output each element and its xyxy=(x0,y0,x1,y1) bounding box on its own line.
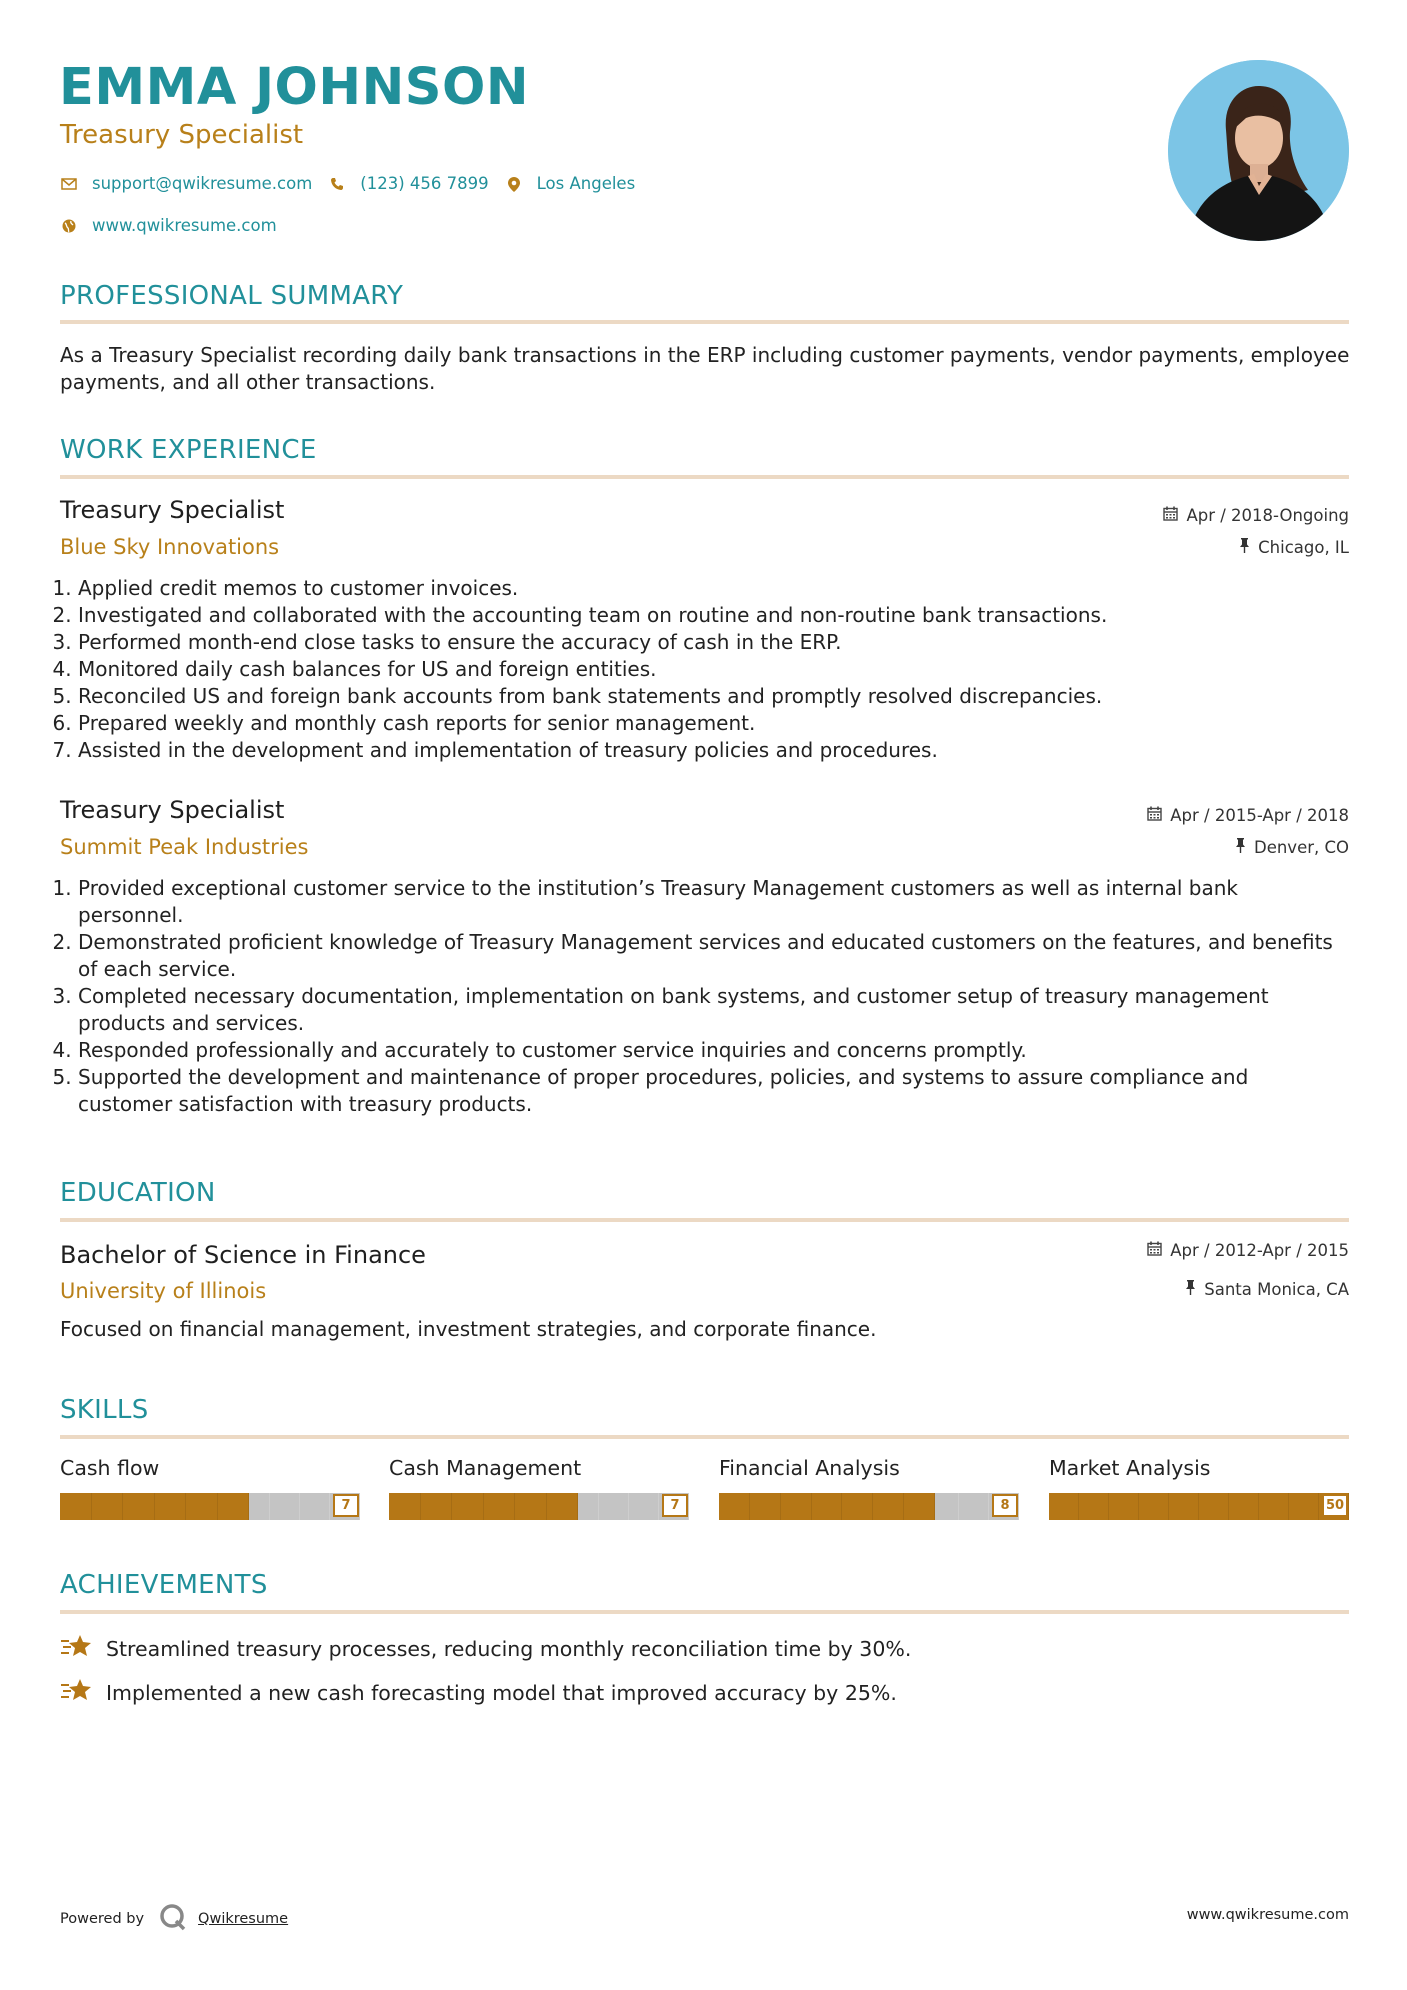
pin-icon xyxy=(1185,1280,1196,1299)
skill-bar-fill-segment xyxy=(1139,1493,1169,1520)
globe-icon xyxy=(58,216,80,236)
skill-bar-fill-segment xyxy=(904,1493,935,1520)
skill-bar-segment xyxy=(629,1493,659,1520)
job-location xyxy=(1239,538,1349,557)
calendar-icon xyxy=(1163,506,1178,525)
skill-bar-fill-segment xyxy=(842,1493,873,1520)
skill-bar xyxy=(1049,1493,1349,1520)
skill-level-badge: 7 xyxy=(333,1494,359,1517)
skill-bar-fill xyxy=(60,1493,249,1520)
contact-row xyxy=(58,174,635,194)
list-item: 2. Investigated and collaborated with the accounting team on routine and non-routine bank transactions. xyxy=(78,602,1338,629)
job-location-text: Chicago, IL xyxy=(1258,538,1349,557)
skill-bar-fill-segment xyxy=(123,1493,155,1520)
list-item: 5. Supported the development and maintenance of proper procedures, policies, and systems to assure compliance and customer satisfaction with treasury products. xyxy=(78,1064,1348,1118)
skill-bar-fill-segment xyxy=(812,1493,843,1520)
candidate-name: EMMA JOHNSON xyxy=(59,58,530,117)
skill-bar-fill-segment xyxy=(1229,1493,1259,1520)
job-company: Blue Sky Innovations xyxy=(60,535,280,559)
skill-bar-fill-segment xyxy=(781,1493,812,1520)
skill-bar-segment xyxy=(599,1493,629,1520)
skill-bar-fill xyxy=(389,1493,578,1520)
list-item: 2. Demonstrated proficient knowledge of Treasury Management services and educated customers on the features, and benefits of each service. xyxy=(78,929,1348,983)
list-item: 6. Prepared weekly and monthly cash reports for senior management. xyxy=(78,710,1338,737)
school-name: University of Illinois xyxy=(60,1279,267,1303)
skill-bar-segment xyxy=(959,1493,989,1520)
location-text: Los Angeles xyxy=(536,174,636,193)
phone-text[interactable]: (123) 456 7899 xyxy=(360,174,489,193)
skill-level-badge: 8 xyxy=(992,1494,1018,1517)
summary-heading: PROFESSIONAL SUMMARY xyxy=(60,281,404,311)
footer-branding xyxy=(60,1902,288,1936)
pin-icon xyxy=(1239,538,1250,557)
achievements-heading: ACHIEVEMENTS xyxy=(60,1570,268,1600)
qwikresume-logo-icon xyxy=(158,1902,188,1936)
skill-bar-fill-segment xyxy=(1259,1493,1289,1520)
skill-bar-fill xyxy=(1049,1493,1349,1520)
skill-item xyxy=(389,1456,689,1520)
website-row xyxy=(58,216,277,236)
phone-icon xyxy=(326,174,348,194)
skill-bar-fill-segment xyxy=(750,1493,781,1520)
education-location-text: Santa Monica, CA xyxy=(1204,1280,1349,1299)
skill-bar-fill-segment xyxy=(92,1493,124,1520)
education-dates xyxy=(1147,1241,1349,1260)
calendar-icon xyxy=(1147,1241,1162,1260)
achievement-item xyxy=(60,1676,897,1709)
skill-bar-segment xyxy=(300,1493,330,1520)
skill-bar-fill-segment xyxy=(515,1493,547,1520)
skill-bar-fill-segment xyxy=(421,1493,453,1520)
calendar-icon xyxy=(1147,806,1162,825)
skill-item xyxy=(1049,1456,1349,1520)
skill-bar-fill-segment xyxy=(155,1493,187,1520)
list-item: 4. Monitored daily cash balances for US and foreign entities. xyxy=(78,656,1338,683)
section-divider xyxy=(60,1610,1349,1614)
section-divider xyxy=(60,320,1349,324)
job-location xyxy=(1235,838,1349,857)
section-divider xyxy=(60,1218,1349,1222)
skill-bar-fill-segment xyxy=(1199,1493,1229,1520)
job-dates xyxy=(1163,506,1349,525)
skill-bar-fill-segment xyxy=(1289,1493,1319,1520)
education-dates-text: Apr / 2012-Apr / 2015 xyxy=(1170,1241,1349,1260)
skill-item xyxy=(719,1456,1019,1520)
job-bullets xyxy=(60,575,1338,764)
skill-bar-fill-segment xyxy=(719,1493,750,1520)
skill-bar-fill-segment xyxy=(1079,1493,1109,1520)
skill-bar-fill-segment xyxy=(484,1493,516,1520)
list-item: 4. Responded professionally and accurately to customer service inquiries and concerns promptly. xyxy=(78,1037,1348,1064)
skill-bar-fill-segment xyxy=(1169,1493,1199,1520)
skill-bar-fill-segment xyxy=(873,1493,904,1520)
shooting-star-icon xyxy=(60,1676,92,1709)
education-location xyxy=(1185,1280,1349,1299)
website-link[interactable]: www.qwikresume.com xyxy=(92,216,277,235)
experience-heading: WORK EXPERIENCE xyxy=(60,435,317,465)
skill-level-badge: 50 xyxy=(1322,1494,1348,1517)
skill-label: Cash flow xyxy=(60,1456,160,1480)
skill-bar xyxy=(60,1493,360,1520)
footer-url[interactable]: www.qwikresume.com xyxy=(1186,1907,1349,1923)
list-item: 3. Performed month-end close tasks to ensure the accuracy of cash in the ERP. xyxy=(78,629,1338,656)
profile-photo xyxy=(1168,60,1349,241)
education-description: Focused on financial management, investment strategies, and corporate finance. xyxy=(60,1317,877,1341)
job-location-text: Denver, CO xyxy=(1253,838,1349,857)
skill-item xyxy=(60,1456,360,1520)
section-divider xyxy=(60,475,1349,479)
job-company: Summit Peak Industries xyxy=(60,835,309,859)
skill-bar-fill-segment xyxy=(452,1493,484,1520)
skill-bar-fill-segment xyxy=(1049,1493,1079,1520)
job-dates-text: Apr / 2015-Apr / 2018 xyxy=(1170,806,1349,825)
list-item: 1. Provided exceptional customer service to the institution’s Treasury Management customers as well as internal bank personnel. xyxy=(78,875,1348,929)
skill-bar-segment xyxy=(270,1493,300,1520)
degree-title: Bachelor of Science in Finance xyxy=(60,1241,426,1269)
list-item: 1. Applied credit memos to customer invoices. xyxy=(78,575,1338,602)
skill-bar xyxy=(719,1493,1019,1520)
list-item: 5. Reconciled US and foreign bank accounts from bank statements and promptly resolved discrepancies. xyxy=(78,683,1338,710)
email-link[interactable]: support@qwikresume.com xyxy=(92,174,313,193)
candidate-role: Treasury Specialist xyxy=(60,120,304,150)
skill-bar-fill-segment xyxy=(60,1493,92,1520)
skill-bar-fill-segment xyxy=(186,1493,218,1520)
skills-heading: SKILLS xyxy=(60,1395,149,1425)
job-bullets xyxy=(60,875,1348,1118)
list-item: 7. Assisted in the development and implementation of treasury policies and procedures. xyxy=(78,737,1338,764)
skill-bar-fill-segment xyxy=(1109,1493,1139,1520)
skill-label: Financial Analysis xyxy=(719,1456,900,1480)
job-dates xyxy=(1147,806,1349,825)
pin-icon xyxy=(1235,838,1246,857)
skill-bar xyxy=(389,1493,689,1520)
summary-text: As a Treasury Specialist recording daily bank transactions in the ERP including customer payments, vendor payments, employee payments, and all other transactions. xyxy=(60,343,1350,394)
skill-bar-fill-segment xyxy=(389,1493,421,1520)
section-divider xyxy=(60,1435,1349,1439)
achievement-text: Implemented a new cash forecasting model that improved accuracy by 25%. xyxy=(106,1680,897,1705)
email-icon xyxy=(58,174,80,194)
skill-level-badge: 7 xyxy=(662,1494,688,1517)
location-pin-icon xyxy=(503,174,525,194)
list-item: 3. Completed necessary documentation, implementation on bank systems, and customer setup of treasury management products and services. xyxy=(78,983,1348,1037)
achievement-text: Streamlined treasury processes, reducing monthly reconciliation time by 30%. xyxy=(106,1636,912,1661)
skill-bar-fill-segment xyxy=(218,1493,250,1520)
job-title: Treasury Specialist xyxy=(60,496,285,524)
job-title: Treasury Specialist xyxy=(60,796,285,824)
shooting-star-icon xyxy=(60,1632,92,1665)
skill-label: Market Analysis xyxy=(1049,1456,1211,1480)
skill-bar-fill xyxy=(719,1493,935,1520)
education-heading: EDUCATION xyxy=(60,1178,216,1208)
brand-link[interactable]: Qwikresume xyxy=(198,1911,289,1927)
skill-bar-fill-segment xyxy=(547,1493,579,1520)
achievement-item xyxy=(60,1632,911,1665)
job-dates-text: Apr / 2018-Ongoing xyxy=(1186,506,1349,525)
skill-label: Cash Management xyxy=(389,1456,582,1480)
powered-by-label: Powered by xyxy=(60,1911,145,1927)
